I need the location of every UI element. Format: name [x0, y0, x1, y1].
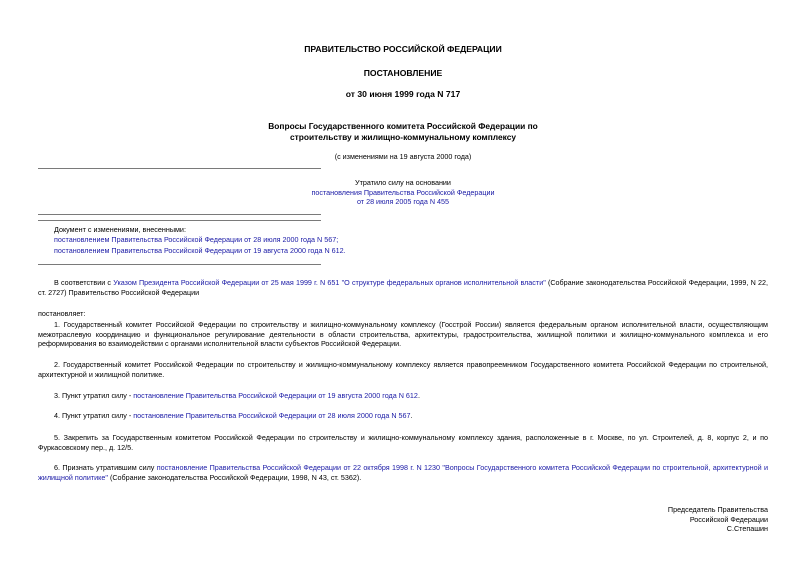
paragraph-4	[38, 411, 768, 421]
changes-note: (с изменениями на 19 августа 2000 года)	[334, 152, 472, 161]
intro-text-post: (Собрание законодательства Российской Федерации, 1999, N 22, ст. 2727) Правительство Российской Федерации	[38, 278, 768, 297]
amendment-link-1[interactable]: постановлением Правительства Российской Федерации от 28 июля 2000 года N 567;	[54, 235, 339, 245]
signature-title: Председатель Правительства	[667, 505, 768, 514]
paragraph-3-post: .	[417, 391, 420, 400]
resolves-paragraph: постановляет:	[38, 309, 86, 318]
paragraph-3-pre: 3. Пункт утратил силу -	[54, 391, 134, 400]
divider	[38, 264, 321, 265]
signature-country: Российской Федерации	[689, 514, 768, 524]
intro-text-pre: В соответствии с	[54, 278, 114, 287]
paragraph-6-link[interactable]: постановление Правительства Российской Федерации от 22 октября 1998 г. N 1230 "Вопросы Государственного комитета Российской Федерации по строительной, архитектурной и жилищной политике"	[38, 463, 768, 482]
amendments-block	[54, 225, 554, 256]
paragraph-4-pre: 4. Пункт утратил силу -	[54, 411, 134, 420]
document-title	[38, 121, 768, 142]
document-date-number: от 30 июня 1999 года N 717	[345, 89, 461, 99]
invalid-notice-link-line-2[interactable]: от 28 июля 2005 года N 455	[356, 197, 450, 207]
paragraph-3-link[interactable]: постановление Правительства Российской Федерации от 19 августа 2000 года N 612	[133, 391, 418, 400]
document-title-line-1: Вопросы Государственного комитета Российской Федерации по	[268, 121, 538, 131]
paragraph-6-post: (Собрание законодательства Российской Федерации, 1998, N 43, ст. 5362).	[107, 472, 362, 482]
paragraph-5: 5. Закрепить за Государственным комитетом Российской Федерации по строительству и жилищно-коммунальному комплексу здания, расположенные в г. Москве, по ул. Строителей, д. 8, корпус 2, и по Фуркасовскому пер., д. 12/5.	[38, 433, 768, 452]
intro-paragraph	[38, 278, 768, 297]
government-heading: ПРАВИТЕЛЬСТВО РОССИЙСКОЙ ФЕДЕРАЦИИ	[304, 44, 502, 54]
paragraph-6	[38, 463, 768, 482]
amendment-link-2[interactable]: постановлением Правительства Российской Федерации от 19 августа 2000 года N 612.	[54, 245, 346, 255]
document-page	[38, 0, 768, 571]
invalid-notice-link-line-1[interactable]: постановления Правительства Российской Федерации	[311, 187, 495, 197]
signature-block	[568, 505, 768, 534]
intro-decree-link[interactable]: Указом Президента Российской Федерации от 25 мая 1999 г. N 651 "О структуре федеральных органов исполнительной власти"	[113, 278, 546, 287]
paragraph-3	[38, 391, 768, 401]
invalid-notice-text: Утратило силу на основании	[355, 178, 451, 187]
invalid-notice	[298, 178, 508, 207]
amendments-label: Документ с изменениями, внесенными:	[54, 225, 186, 234]
divider	[38, 220, 321, 221]
document-title-line-2: строительству и жилищно-коммунальному комплексу	[289, 131, 517, 142]
paragraph-4-post: .	[410, 411, 413, 420]
paragraph-4-link[interactable]: постановление Правительства Российской Федерации от 28 июля 2000 года N 567	[133, 411, 411, 420]
divider	[38, 214, 321, 215]
paragraph-2: 2. Государственный комитет Российской Федерации по строительству и жилищно-коммунальному комплексу является правопреемником Государственного комитета Российской Федерации по строительной, архитектурной и жилищной политике.	[38, 360, 768, 379]
paragraph-6-pre: 6. Признать утратившим силу	[54, 463, 157, 472]
paragraph-1: 1. Государственный комитет Российской Федерации по строительству и жилищно-коммунальному комплексу (Госстрой России) является федеральным органом исполнительной власти, осуществляющим межотраслевую координацию и функциональное регулирование деятельности в области строительства, архитектуры, градостроительства, жилищной политики и жилищно-коммунального комплекса и его реформирования во взаимодействии с органами исполнительной власти субъектов Российской Федерации.	[38, 320, 768, 348]
signature-name: С.Степашин	[726, 524, 768, 534]
document-type-heading: ПОСТАНОВЛЕНИЕ	[363, 68, 443, 78]
divider	[38, 168, 321, 169]
